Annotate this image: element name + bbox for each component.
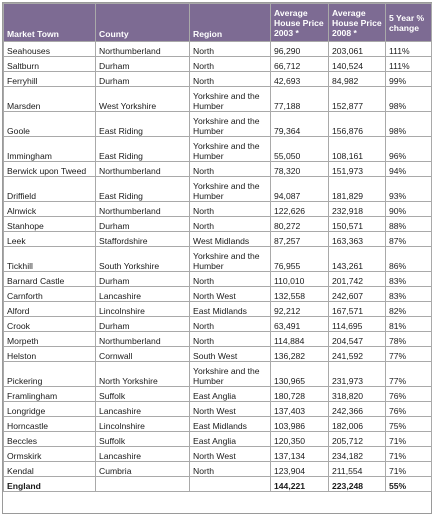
region-cell: North <box>190 72 271 87</box>
county-cell: Lancashire <box>96 447 190 462</box>
price-2008-cell: 108,161 <box>329 137 386 162</box>
county-cell: South Yorkshire <box>96 247 190 272</box>
table-row <box>4 217 432 232</box>
county-cell: Lancashire <box>96 402 190 417</box>
town-cell: Marsden <box>4 87 96 112</box>
change-cell: 77% <box>386 362 432 387</box>
price-2003-cell: 130,965 <box>271 362 329 387</box>
table-row <box>4 272 432 287</box>
change-cell: 93% <box>386 177 432 202</box>
price-2003-cell: 114,884 <box>271 332 329 347</box>
price-2008-cell: 231,973 <box>329 362 386 387</box>
town-cell: Seahouses <box>4 42 96 57</box>
change-cell: 98% <box>386 87 432 112</box>
town-cell: Ormskirk <box>4 447 96 462</box>
price-2008-cell: 203,061 <box>329 42 386 57</box>
total-county-cell <box>96 477 190 492</box>
price-2008-cell: 232,918 <box>329 202 386 217</box>
table-row <box>4 447 432 462</box>
price-2008-cell: 241,592 <box>329 347 386 362</box>
price-2003-cell: 137,403 <box>271 402 329 417</box>
county-cell: Northumberland <box>96 162 190 177</box>
town-cell: Longridge <box>4 402 96 417</box>
region-cell: North <box>190 332 271 347</box>
price-2003-cell: 96,290 <box>271 42 329 57</box>
region-cell: Yorkshire and the Humber <box>190 177 271 202</box>
region-cell: Yorkshire and the Humber <box>190 362 271 387</box>
town-cell: Stanhope <box>4 217 96 232</box>
total-price-2008-cell: 223,248 <box>329 477 386 492</box>
price-2003-cell: 55,050 <box>271 137 329 162</box>
county-cell: Lancashire <box>96 287 190 302</box>
town-cell: Alford <box>4 302 96 317</box>
header-row <box>4 4 432 42</box>
county-cell: Cumbria <box>96 462 190 477</box>
price-2008-cell: 181,829 <box>329 177 386 202</box>
price-2008-cell: 242,366 <box>329 402 386 417</box>
price-2008-cell: 114,695 <box>329 317 386 332</box>
region-cell: North <box>190 57 271 72</box>
county-cell: Durham <box>96 317 190 332</box>
county-cell: East Riding <box>96 177 190 202</box>
region-cell: East Midlands <box>190 302 271 317</box>
change-cell: 83% <box>386 287 432 302</box>
price-2008-cell: 151,973 <box>329 162 386 177</box>
county-cell: Durham <box>96 272 190 287</box>
price-2003-cell: 63,491 <box>271 317 329 332</box>
change-cell: 111% <box>386 42 432 57</box>
table-row <box>4 432 432 447</box>
table-row <box>4 42 432 57</box>
town-cell: Framlingham <box>4 387 96 402</box>
price-2008-cell: 163,363 <box>329 232 386 247</box>
region-cell: East Anglia <box>190 387 271 402</box>
change-cell: 99% <box>386 72 432 87</box>
change-cell: 83% <box>386 272 432 287</box>
price-2008-cell: 152,877 <box>329 87 386 112</box>
price-2003-cell: 103,986 <box>271 417 329 432</box>
price-2003-cell: 123,904 <box>271 462 329 477</box>
price-2003-cell: 120,350 <box>271 432 329 447</box>
town-cell: Tickhill <box>4 247 96 272</box>
table-row <box>4 177 432 202</box>
county-cell: Northumberland <box>96 202 190 217</box>
change-cell: 98% <box>386 112 432 137</box>
town-cell: Morpeth <box>4 332 96 347</box>
table-row <box>4 232 432 247</box>
region-cell: West Midlands <box>190 232 271 247</box>
table-row <box>4 462 432 477</box>
price-2008-cell: 140,524 <box>329 57 386 72</box>
house-price-table-container <box>2 2 432 514</box>
table-row <box>4 402 432 417</box>
table-row <box>4 362 432 387</box>
table-row <box>4 137 432 162</box>
county-cell: Cornwall <box>96 347 190 362</box>
total-town-cell: England <box>4 477 96 492</box>
table-row <box>4 72 432 87</box>
price-2003-cell: 92,212 <box>271 302 329 317</box>
price-2003-cell: 77,188 <box>271 87 329 112</box>
change-cell: 82% <box>386 302 432 317</box>
total-change-cell: 55% <box>386 477 432 492</box>
price-2008-cell: 167,571 <box>329 302 386 317</box>
county-cell: East Riding <box>96 137 190 162</box>
town-cell: Pickering <box>4 362 96 387</box>
price-2003-cell: 66,712 <box>271 57 329 72</box>
town-cell: Beccles <box>4 432 96 447</box>
region-cell: South West <box>190 347 271 362</box>
region-cell: North <box>190 162 271 177</box>
region-cell: North West <box>190 447 271 462</box>
county-cell: Durham <box>96 72 190 87</box>
table-header <box>4 4 432 42</box>
change-cell: 77% <box>386 347 432 362</box>
table-row <box>4 332 432 347</box>
table-row <box>4 247 432 272</box>
table-row <box>4 347 432 362</box>
town-cell: Berwick upon Tweed <box>4 162 96 177</box>
change-cell: 90% <box>386 202 432 217</box>
header-five-year-change: 5 Year % change <box>386 4 432 42</box>
change-cell: 78% <box>386 332 432 347</box>
price-2008-cell: 318,820 <box>329 387 386 402</box>
table-body <box>4 42 432 477</box>
town-cell: Crook <box>4 317 96 332</box>
header-price-2008: Average House Price 2008 * <box>329 4 386 42</box>
county-cell: Durham <box>96 57 190 72</box>
county-cell: Durham <box>96 217 190 232</box>
town-cell: Driffield <box>4 177 96 202</box>
price-2003-cell: 94,087 <box>271 177 329 202</box>
total-row <box>4 477 432 492</box>
table-row <box>4 57 432 72</box>
region-cell: North <box>190 272 271 287</box>
price-2003-cell: 136,282 <box>271 347 329 362</box>
county-cell: North Yorkshire <box>96 362 190 387</box>
region-cell: North West <box>190 402 271 417</box>
table-row <box>4 317 432 332</box>
house-price-table <box>3 3 432 492</box>
region-cell: North <box>190 202 271 217</box>
change-cell: 76% <box>386 387 432 402</box>
table-row <box>4 112 432 137</box>
header-region: Region <box>190 4 271 42</box>
change-cell: 71% <box>386 447 432 462</box>
county-cell: West Yorkshire <box>96 87 190 112</box>
price-2008-cell: 242,607 <box>329 287 386 302</box>
region-cell: North West <box>190 287 271 302</box>
town-cell: Barnard Castle <box>4 272 96 287</box>
price-2003-cell: 110,010 <box>271 272 329 287</box>
change-cell: 71% <box>386 432 432 447</box>
county-cell: Staffordshire <box>96 232 190 247</box>
region-cell: North <box>190 217 271 232</box>
town-cell: Goole <box>4 112 96 137</box>
price-2008-cell: 143,261 <box>329 247 386 272</box>
table-footer <box>4 477 432 492</box>
county-cell: Lincolnshire <box>96 302 190 317</box>
change-cell: 75% <box>386 417 432 432</box>
town-cell: Helston <box>4 347 96 362</box>
region-cell: Yorkshire and the Humber <box>190 87 271 112</box>
change-cell: 88% <box>386 217 432 232</box>
county-cell: Suffolk <box>96 387 190 402</box>
county-cell: East Riding <box>96 112 190 137</box>
price-2003-cell: 180,728 <box>271 387 329 402</box>
price-2008-cell: 204,547 <box>329 332 386 347</box>
change-cell: 71% <box>386 462 432 477</box>
price-2003-cell: 87,257 <box>271 232 329 247</box>
town-cell: Immingham <box>4 137 96 162</box>
region-cell: Yorkshire and the Humber <box>190 247 271 272</box>
header-market-town: Market Town <box>4 4 96 42</box>
price-2008-cell: 182,006 <box>329 417 386 432</box>
county-cell: Northumberland <box>96 332 190 347</box>
region-cell: North <box>190 317 271 332</box>
table-row <box>4 87 432 112</box>
change-cell: 81% <box>386 317 432 332</box>
change-cell: 94% <box>386 162 432 177</box>
header-county: County <box>96 4 190 42</box>
table-row <box>4 162 432 177</box>
region-cell: North <box>190 42 271 57</box>
county-cell: Northumberland <box>96 42 190 57</box>
table-row <box>4 417 432 432</box>
change-cell: 87% <box>386 232 432 247</box>
town-cell: Horncastle <box>4 417 96 432</box>
price-2003-cell: 137,134 <box>271 447 329 462</box>
table-row <box>4 202 432 217</box>
price-2003-cell: 79,364 <box>271 112 329 137</box>
change-cell: 96% <box>386 137 432 162</box>
region-cell: East Anglia <box>190 432 271 447</box>
region-cell: East Midlands <box>190 417 271 432</box>
change-cell: 111% <box>386 57 432 72</box>
price-2003-cell: 132,558 <box>271 287 329 302</box>
price-2003-cell: 80,272 <box>271 217 329 232</box>
price-2008-cell: 150,571 <box>329 217 386 232</box>
change-cell: 86% <box>386 247 432 272</box>
price-2003-cell: 76,955 <box>271 247 329 272</box>
price-2008-cell: 211,554 <box>329 462 386 477</box>
town-cell: Carnforth <box>4 287 96 302</box>
town-cell: Kendal <box>4 462 96 477</box>
header-price-2003: Average House Price 2003 * <box>271 4 329 42</box>
county-cell: Suffolk <box>96 432 190 447</box>
town-cell: Saltburn <box>4 57 96 72</box>
price-2008-cell: 234,182 <box>329 447 386 462</box>
price-2003-cell: 78,320 <box>271 162 329 177</box>
county-cell: Lincolnshire <box>96 417 190 432</box>
price-2003-cell: 42,693 <box>271 72 329 87</box>
table-row <box>4 302 432 317</box>
table-row <box>4 387 432 402</box>
region-cell: North <box>190 462 271 477</box>
total-region-cell <box>190 477 271 492</box>
table-row <box>4 287 432 302</box>
region-cell: Yorkshire and the Humber <box>190 112 271 137</box>
region-cell: Yorkshire and the Humber <box>190 137 271 162</box>
price-2008-cell: 201,742 <box>329 272 386 287</box>
town-cell: Ferryhill <box>4 72 96 87</box>
town-cell: Leek <box>4 232 96 247</box>
price-2008-cell: 205,712 <box>329 432 386 447</box>
town-cell: Alnwick <box>4 202 96 217</box>
price-2008-cell: 84,982 <box>329 72 386 87</box>
price-2008-cell: 156,876 <box>329 112 386 137</box>
total-price-2003-cell: 144,221 <box>271 477 329 492</box>
change-cell: 76% <box>386 402 432 417</box>
price-2003-cell: 122,626 <box>271 202 329 217</box>
